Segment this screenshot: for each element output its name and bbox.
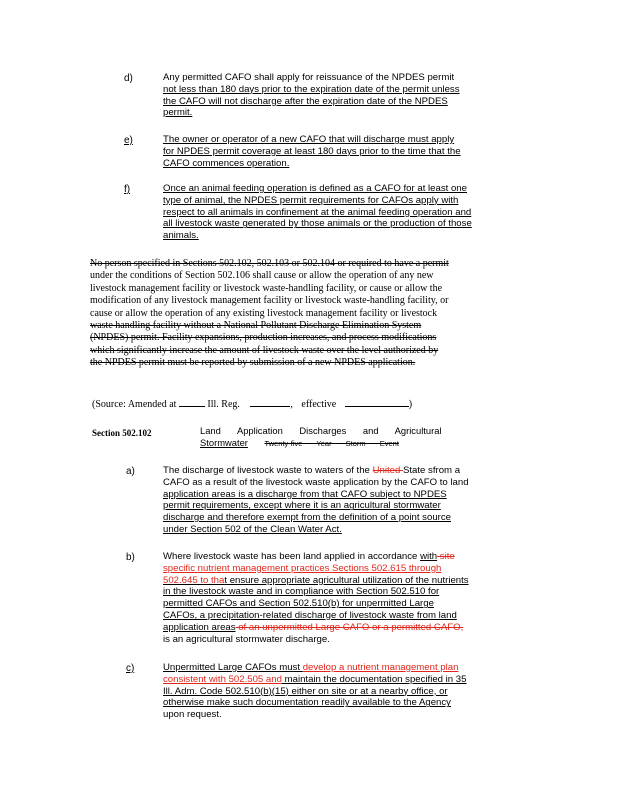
- text-run: t ensure appropriate agricultural utilization of the nutrients: [224, 574, 469, 586]
- section-title: [200, 425, 442, 450]
- line: is an agricultural stormwater discharge.: [163, 633, 330, 645]
- line: discharge and therefore exempt from the definition of a point source: [163, 512, 451, 524]
- item-e-text: [163, 134, 528, 169]
- item-label-e: e): [124, 135, 133, 146]
- sub-c-text: [163, 662, 518, 721]
- line: type of animal, the NPDES permit requirements for CAFOs apply with: [163, 194, 459, 206]
- deleted-text: of an unpermitted Large CAFO or a permitted CAFO,: [235, 621, 464, 633]
- line: livestock management facility or livestock waste-handling facility, or cause or allow the: [90, 282, 443, 294]
- inserted-text: develop a nutrient management plan: [302, 662, 459, 673]
- line: under Section 502 of the Clean Water Act.: [163, 523, 342, 535]
- line: waste handling facility without a National Pollutant Discharge Elimination System: [90, 320, 422, 332]
- text-run: with: [420, 551, 438, 562]
- source-effective: effective: [301, 399, 337, 410]
- line: application areas is a discharge from that CAFO subject to NPDES: [163, 488, 447, 500]
- line: modification of any livestock management facility or livestock waste-handling facility, or: [90, 295, 449, 307]
- line: all livestock waste generated by those animals or the production of those: [163, 218, 472, 230]
- line: upon request.: [163, 709, 222, 721]
- line: [163, 575, 528, 587]
- source-close: ): [408, 399, 413, 410]
- line: specific nutrient management practices Sections 502.615 through: [163, 562, 442, 574]
- line: [163, 662, 518, 674]
- source-prefix: (Source: Amended at: [92, 399, 177, 410]
- text-run: The discharge of livestock waste to waters of the: [163, 465, 373, 476]
- text-run: maintain the documentation specified in 35: [281, 673, 467, 685]
- section-title-stormwater: Stormwater: [200, 437, 248, 448]
- inserted-text: 502.645 to tha: [163, 574, 225, 586]
- deleted-text: United: [372, 465, 403, 476]
- struck-paragraph: [90, 258, 522, 370]
- line: the NPDES permit must be reported by submission of a new NPDES application.: [90, 357, 416, 369]
- line: animals.: [163, 230, 199, 242]
- line: not less than 180 days prior to the expiration date of the permit unless: [163, 83, 460, 95]
- line: No person specified in Sections 502.102, 502.103 or 502.104 or required to have a permit: [90, 258, 449, 269]
- line: CAFOs, a precipitation-related discharge of livestock waste from land: [163, 609, 457, 621]
- line: permitted CAFOs and Section 502.510(b) for unpermitted Large: [163, 598, 434, 610]
- inserted-text: consistent with 502.505 and: [163, 673, 282, 685]
- line: CAFO as a result of the livestock waste application by the CAFO to land: [163, 476, 469, 488]
- section-title-line1: Land Application Discharges and Agricultural: [200, 425, 442, 436]
- section-number: Section 502.102: [92, 428, 152, 438]
- section-title-struck: Twenty-five Year Storm Event: [264, 439, 399, 448]
- line: which significantly increase the amount of livestock waste over the level authorized by: [90, 344, 439, 356]
- source-reg: Ill. Reg.: [207, 399, 240, 410]
- line: respect to all animals in confinement at the animal feeding operation and: [163, 206, 472, 218]
- line: The owner or operator of a new CAFO that will discharge must apply: [163, 134, 455, 145]
- line: for NPDES permit coverage at least 180 days prior to the time that the: [163, 145, 461, 157]
- line: CAFO commences operation.: [163, 157, 290, 169]
- line: otherwise make such documentation readily available to the Agency: [163, 697, 451, 709]
- sub-b-text: [163, 551, 528, 645]
- deleted-text: site: [437, 551, 455, 562]
- item-f-text: [163, 183, 528, 242]
- source-line: (Source: Amended at Ill. Reg. , effective ): [92, 399, 413, 410]
- text-run: Where livestock waste has been land applied in accordance: [163, 551, 421, 562]
- sub-label-b: b): [126, 552, 135, 563]
- line: the CAFO will not discharge after the expiration date of the NPDES: [163, 95, 448, 107]
- line: in the livestock waste and in compliance with Section 502.510 for: [163, 586, 440, 598]
- line: [163, 465, 513, 477]
- line: permit requirements, except where it is an agricultural stormwater: [163, 500, 441, 512]
- line: [163, 622, 528, 634]
- line: Once an animal feeding operation is defined as a CAFO for at least one: [163, 183, 467, 194]
- sub-label-a: a): [126, 466, 135, 477]
- sub-a-text: [163, 465, 513, 536]
- line: [163, 551, 528, 563]
- text-run: Unpermitted Large CAFOs must: [163, 662, 303, 673]
- line: [163, 674, 518, 686]
- line: Any permitted CAFO shall apply for reissuance of the NPDES permit: [163, 72, 455, 83]
- line: permit.: [163, 107, 193, 119]
- item-d-text: [163, 72, 518, 119]
- line: (NPDES) permit. Facility expansions, production increases, and process modifications: [90, 332, 437, 344]
- item-label-f: f): [124, 184, 131, 195]
- line: Ill. Adm. Code 502.510(b)(15) either on site or at a nearby office, or: [163, 685, 448, 697]
- item-label-d: d): [124, 73, 133, 84]
- text-run: application areas: [163, 621, 236, 633]
- line: under the conditions of Section 502.106 shall cause or allow the operation of any new: [90, 270, 434, 282]
- sub-label-c: c): [126, 663, 135, 674]
- line: cause or allow the operation of any existing livestock management facility or livestock: [90, 307, 438, 319]
- text-run: State sfrom a: [402, 465, 461, 476]
